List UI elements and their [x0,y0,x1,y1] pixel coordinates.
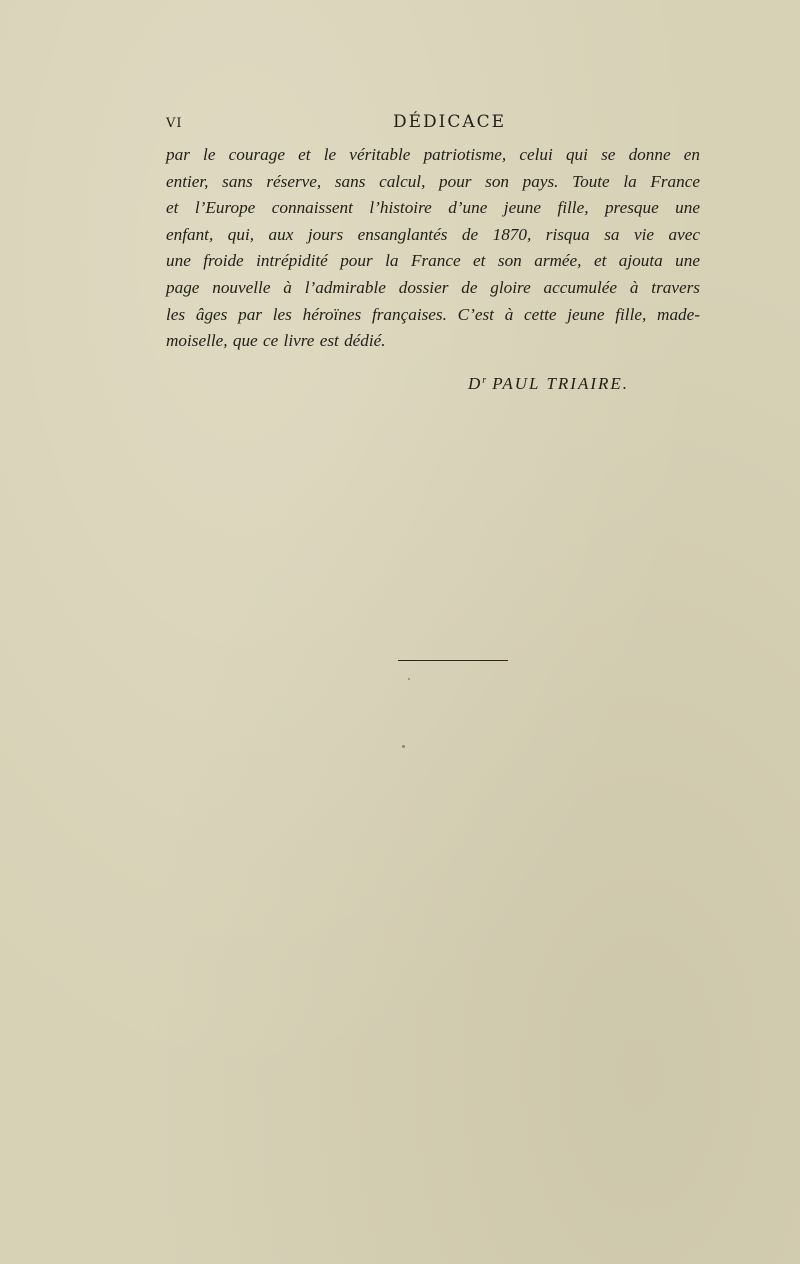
dedication-text [166,142,700,355]
text-line: une froide intrépidité pour la France et son armée, et ajouta une [166,251,700,271]
running-title: DÉDICACE [393,112,507,132]
text-line: page nouvelle à l’admirable dossier de gloire accumulée à travers [166,277,700,297]
signature-title: D [468,374,483,393]
horizontal-rule [398,660,508,661]
text-line: les âges par les héroïnes françaises. C’est à cette jeune fille, made- [166,304,700,324]
text-line: enfant, qui, aux jours ensanglantés de 1870, risqua sa vie avec [166,224,700,244]
text-line: entier, sans réserve, sans calcul, pour son pays. Toute la France [166,171,700,191]
page-header [166,112,698,136]
paper-speck [408,678,410,680]
text-line: et l’Europe connaissent l’histoire d’une jeune fille, presque une [166,198,700,218]
text-line: moiselle, que ce livre est dédié. [166,331,386,351]
author-signature [468,374,629,394]
text-line: par le courage et le véritable patriotisme, celui qui se donne en [166,145,700,164]
signature-title-sup: r [482,375,487,386]
page-number: VI [166,116,183,131]
paper-speck [402,745,405,748]
signature-name: PAUL TRIAIRE. [492,374,630,393]
